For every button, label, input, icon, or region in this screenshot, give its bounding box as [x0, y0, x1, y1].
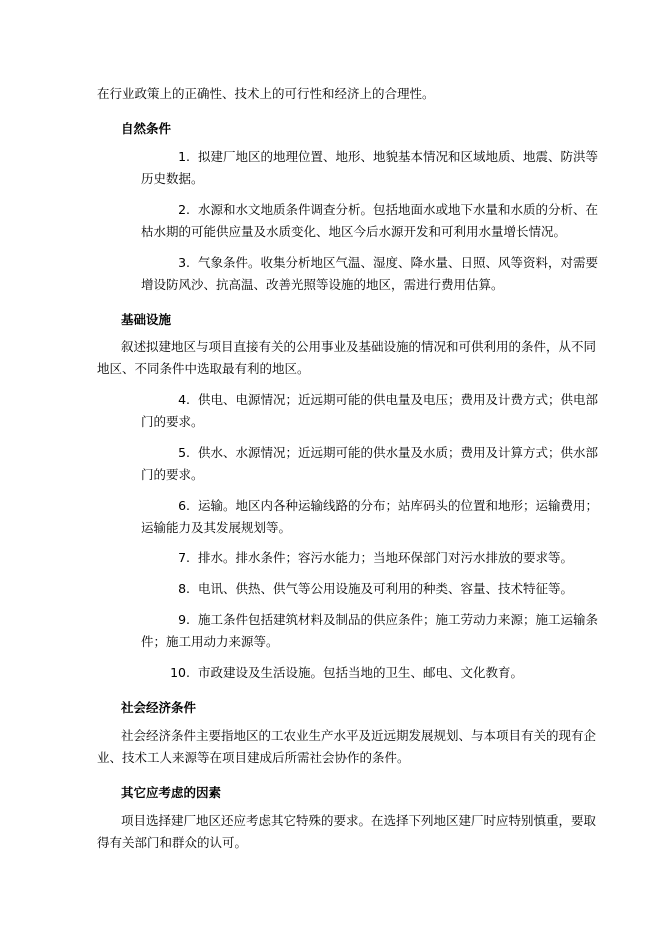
social-text: 社会经济条件主要指地区的工农业生产水平及近远期发展规划、与本项目有关的现有企 [121, 728, 597, 743]
item-number: 9. [178, 612, 190, 627]
list-item [160, 441, 598, 465]
list-item [160, 661, 523, 685]
item-text: 供水、水源情况；近远期可能的供水量及水质；费用及计算方式；供水部 [198, 445, 599, 460]
item-text: 拟建厂地区的地理位置、地形、地貌基本情况和区域地质、地震、防洪等 [198, 149, 599, 164]
item-number: 2. [178, 202, 190, 217]
item-text: 电讯、供热、供气等公用设施及可利用的种类、容量、技术特征等。 [198, 581, 574, 596]
list-item [160, 198, 598, 222]
other-text-cont: 得有关部门和群众的认可。 [97, 835, 248, 850]
item-continuation: 门的要求。 [141, 467, 204, 482]
item-text: 水源和水文地质条件调查分析。包括地面水或地下水量和水质的分析、在 [198, 202, 599, 217]
list-item [160, 145, 598, 169]
infra-description-cont: 地区、不同条件中选取最有利的地区。 [97, 361, 310, 376]
list-item [160, 494, 598, 518]
intro-text: 在行业政策上的正确性、技术上的可行性和经济上的合理性。 [97, 86, 435, 101]
heading-social-economic: 社会经济条件 [121, 700, 197, 715]
item-text: 市政建设及生活设施。包括当地的卫生、邮电、文化教育。 [198, 665, 524, 680]
heading-other-factors: 其它应考虑的因素 [121, 785, 222, 800]
item-number: 1. [178, 149, 190, 164]
item-number: 8. [178, 581, 190, 596]
item-continuation: 件；施工用动力来源等。 [141, 634, 279, 649]
other-text: 项目选择建厂地区还应考虑其它特殊的要求。在选择下列地区建厂时应特别慎重，要取 [121, 813, 597, 828]
item-text: 运输。地区内各种运输线路的分布；站库码头的位置和地形；运输费用； [198, 498, 599, 513]
item-continuation: 门的要求。 [141, 414, 204, 429]
social-text-cont: 业、技术工人来源等在项目建成后所需社会协作的条件。 [97, 750, 410, 765]
item-number: 5. [178, 445, 190, 460]
item-text: 施工条件包括建筑材料及制品的供应条件；施工劳动力来源；施工运输条 [198, 612, 599, 627]
infra-description: 叙述拟建地区与项目直接有关的公用事业及基础设施的情况和可供利用的条件，从不同 [121, 339, 597, 354]
item-text: 气象条件。收集分析地区气温、湿度、降水量、日照、风等资料，对需要 [198, 255, 599, 270]
item-number: 4. [178, 392, 190, 407]
item-continuation: 历史数据。 [141, 171, 204, 186]
item-number: 6. [178, 498, 190, 513]
item-continuation: 运输能力及其发展规划等。 [141, 520, 292, 535]
item-continuation: 枯水期的可能供应量及水质变化、地区今后水源开发和可利用水量增长情况。 [141, 224, 567, 239]
heading-natural: 自然条件 [121, 121, 172, 136]
item-number: 3. [178, 255, 190, 270]
list-item [160, 577, 573, 601]
item-number: 7. [178, 550, 190, 565]
list-item [160, 251, 598, 275]
item-text: 供电、电源情况；近远期可能的供电量及电压；费用及计费方式；供电部 [198, 392, 599, 407]
list-item [160, 388, 598, 412]
item-continuation: 增设防风沙、抗高温、改善光照等设施的地区，需进行费用估算。 [141, 277, 504, 292]
item-number: 10. [170, 665, 190, 680]
list-item [160, 608, 598, 632]
item-text: 排水。排水条件；容污水能力；当地环保部门对污水排放的要求等。 [198, 550, 574, 565]
list-item [160, 546, 573, 570]
heading-infrastructure: 基础设施 [121, 312, 172, 327]
